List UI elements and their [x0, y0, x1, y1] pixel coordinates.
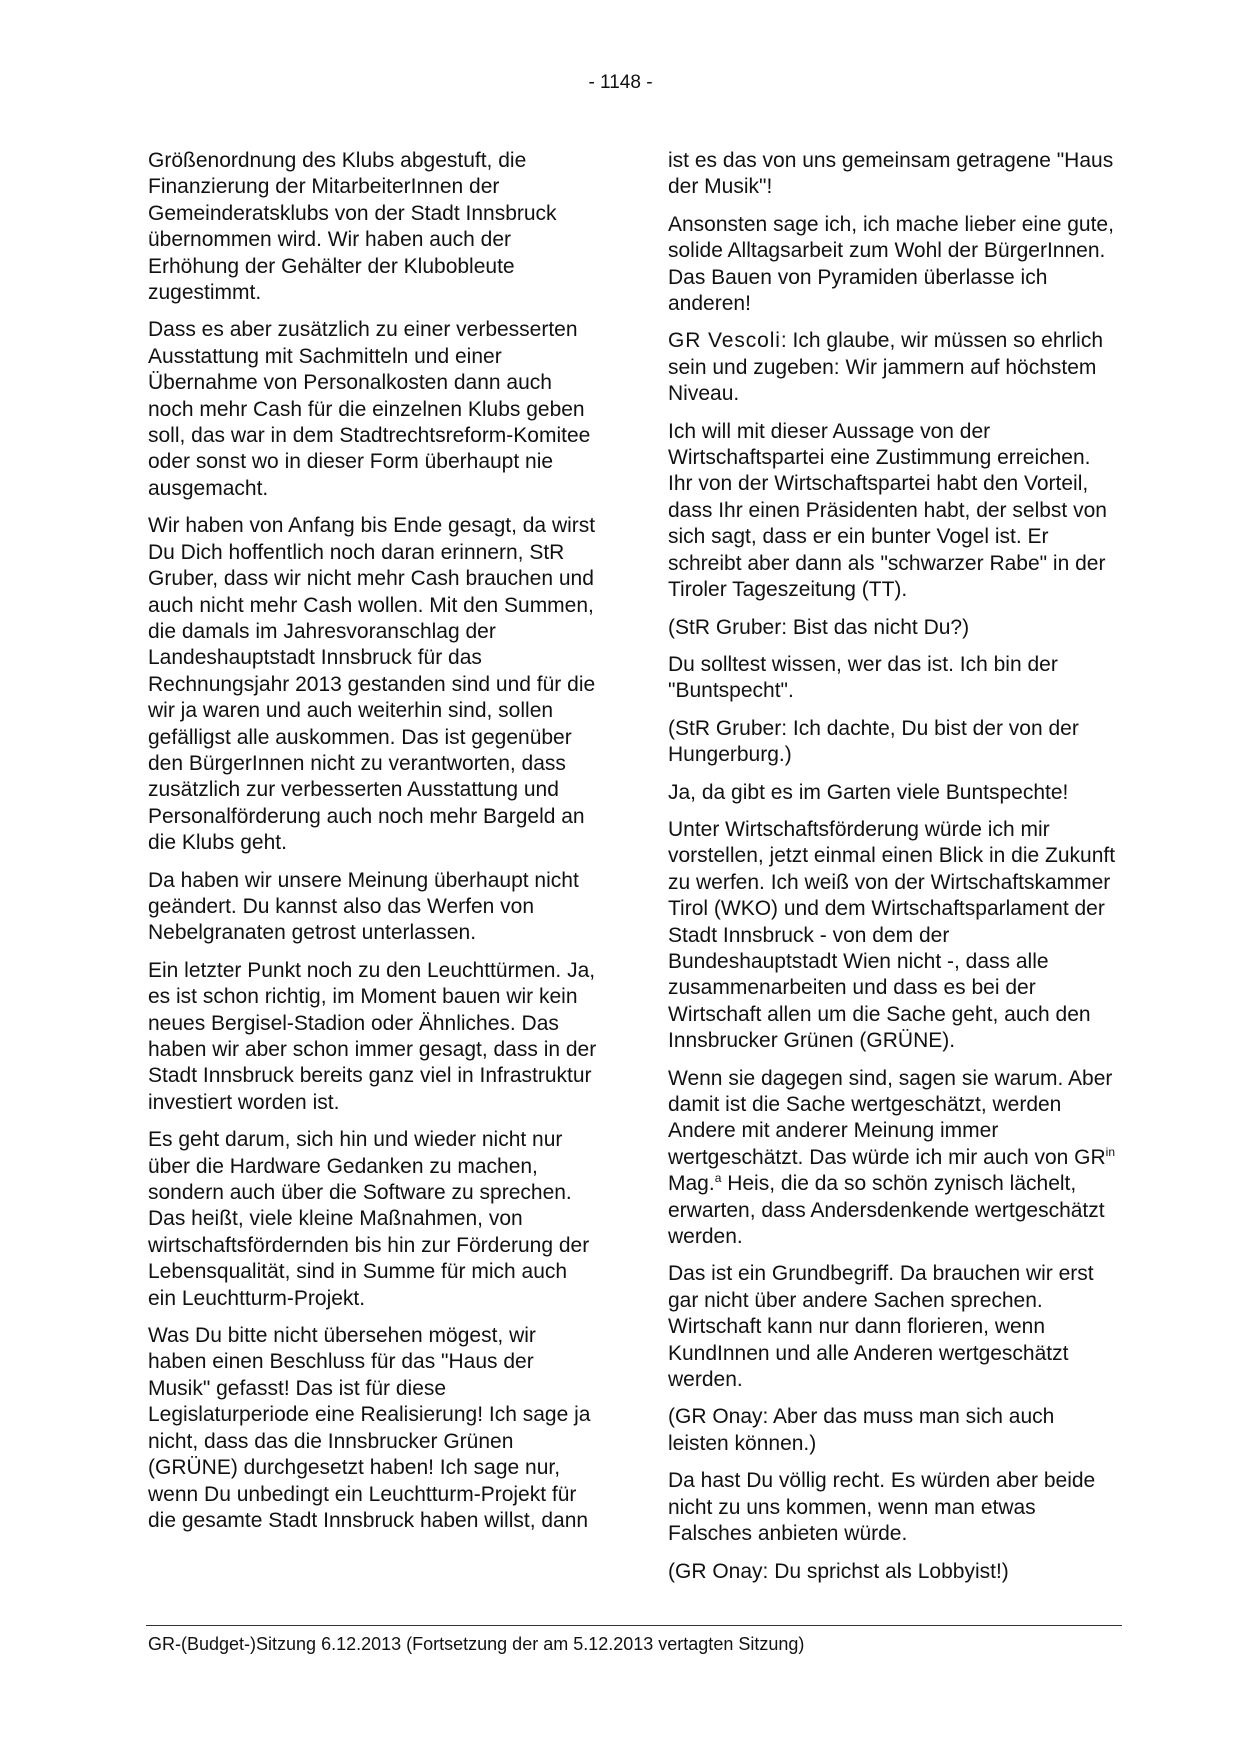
text-fragment: Mag.	[668, 1172, 715, 1196]
interjection: (StR Gruber: Bist das nicht Du?)	[668, 615, 970, 639]
speaker-paragraph	[668, 328, 1120, 407]
superscript: a	[714, 1171, 722, 1186]
left-column	[148, 148, 600, 1545]
paragraph: Ansonsten sage ich, ich mache lieber eine gute, solide Alltagsarbeit zum Wohl der BürgerInnen. Das Bauen von Pyramiden überlasse ich anderen!	[668, 212, 1114, 316]
paragraph: Was Du bitte nicht übersehen mögest, wir haben einen Beschluss für das "Haus der Musik" gefasst! Das ist für diese Legislaturperiode eine Realisierung! Ich sage ja nicht, dass das die Innsbrucker Grünen (GRÜNE) durchgesetzt haben! Ich sage nur, wenn Du unbedingt ein Leuchtturm-Projekt für die gesamte Stadt Innsbruck haben willst, dann	[148, 1324, 591, 1532]
paragraph: Größenordnung des Klubs abgestuft, die Finanzierung der MitarbeiterInnen der Gemeinderatsklubs von der Stadt Innsbruck übernommen wird. Wir haben auch der Erhöhung der Gehälter der Klubobleute zugestimmt.	[148, 149, 557, 305]
right-column	[668, 148, 1120, 1596]
text-fragment: Heis, die da so schön zynisch lächelt, erwarten, dass Andersdenkende wertgeschätzt werden.	[668, 1172, 1105, 1249]
paragraph	[668, 1066, 1120, 1251]
paragraph: Es geht darum, sich hin und wieder nicht nur über die Hardware Gedanken zu machen, sondern auch über die Software zu sprechen. Das heißt, viele kleine Maßnahmen, von wirtschaftsfördernden bis hin zur Förderung der Lebensqualität, sind in Summe für mich auch ein Leuchtturm-Projekt.	[148, 1128, 590, 1310]
paragraph: Da hast Du völlig recht. Es würden aber beide nicht zu uns kommen, wenn man etwas Falsches anbieten würde.	[668, 1469, 1096, 1546]
speaker-name: GR Vescoli	[668, 329, 781, 353]
paragraph: Unter Wirtschaftsförderung würde ich mir vorstellen, jetzt einmal einen Blick in die Zukunft zu werfen. Ich weiß von der Wirtschaftskammer Tirol (WKO) und dem Wirtschaftsparlament der Stadt Innsbruck - von dem der Bundeshauptstadt Wien nicht -, dass alle zusammenarbeiten und dass es bei der Wirtschaft allen um die Sache geht, auch den Innsbrucker Grünen (GRÜNE).	[668, 817, 1116, 1053]
paragraph: Da haben wir unsere Meinung überhaupt nicht geändert. Du kannst also das Werfen von Nebelgranaten getrost unterlassen.	[148, 868, 579, 945]
footer-divider	[146, 1625, 1122, 1626]
paragraph: Ein letzter Punkt noch zu den Leuchttürmen. Ja, es ist schon richtig, im Moment bauen wir kein neues Bergisel-Stadion oder Ähnliches. Das haben wir aber schon immer gesagt, dass in der Stadt Innsbruck bereits ganz viel in Infrastruktur investiert worden ist.	[148, 958, 597, 1114]
interjection: (StR Gruber: Ich dachte, Du bist der von der Hungerburg.)	[668, 716, 1079, 767]
interjection: (GR Onay: Du sprichst als Lobbyist!)	[668, 1559, 1009, 1583]
paragraph: Wir haben von Anfang bis Ende gesagt, da wirst Du Dich hoffentlich noch daran erinnern, StR Gruber, dass wir nicht mehr Cash brauchen und auch nicht mehr Cash wollen. Mit den Summen, die damals im Jahresvoranschlag der Landeshauptstadt Innsbruck für das Rechnungsjahr 2013 gestanden sind und für die wir ja waren und auch weiterhin sind, sollen gefälligst alle auskommen. Das ist gegenüber den BürgerInnen nicht zu verantworten, dass zusätzlich zur verbesserten Ausstattung und Personalförderung auch noch mehr Bargeld an die Klubs geht.	[148, 514, 596, 855]
paragraph: Dass es aber zusätzlich zu einer verbesserten Ausstattung mit Sachmitteln und einer Übernahme von Personalkosten dann auch noch mehr Cash für die einzelnen Klubs geben soll, das war in dem Stadtrechtsreform-Komitee oder sonst wo in dieser Form überhaupt nie ausgemacht.	[148, 318, 591, 500]
text-fragment: Wenn sie dagegen sind, sagen sie warum. Aber damit ist die Sache wertgeschätzt, werden Andere mit anderer Meinung immer wertgeschätzt. Das würde ich mir auch von GR	[668, 1066, 1113, 1169]
paragraph: Ja, da gibt es im Garten viele Buntspechte!	[668, 780, 1069, 804]
paragraph: Du solltest wissen, wer das ist. Ich bin der "Buntspecht".	[668, 652, 1058, 703]
paragraph: Das ist ein Grundbegriff. Da brauchen wir erst gar nicht über andere Sachen sprechen. Wirtschaft kann nur dann florieren, wenn KundInnen und alle Anderen wertgeschätzt werden.	[668, 1262, 1094, 1392]
speaker-text: : Ich glaube, wir müssen so ehrlich sein und zugeben: Wir jammern auf höchstem Niveau.	[668, 329, 1104, 406]
page-number: - 1148 -	[588, 72, 653, 93]
superscript: in	[1105, 1144, 1116, 1159]
interjection: (GR Onay: Aber das muss man sich auch leisten können.)	[668, 1405, 1055, 1455]
paragraph: Ich will mit dieser Aussage von der Wirtschaftspartei eine Zustimmung erreichen. Ihr von der Wirtschaftspartei habt den Vorteil, dass Ihr einen Präsidenten habt, der selbst von sich sagt, dass er ein bunter Vogel ist. Er schreibt aber dann als "schwarzer Rabe" in der Tiroler Tageszeitung (TT).	[668, 419, 1107, 602]
paragraph: ist es das von uns gemeinsam getragene "Haus der Musik"!	[668, 149, 1114, 199]
footer: GR-(Budget-)Sitzung 6.12.2013 (Fortsetzung der am 5.12.2013 vertagten Sitzung)	[148, 1634, 805, 1654]
